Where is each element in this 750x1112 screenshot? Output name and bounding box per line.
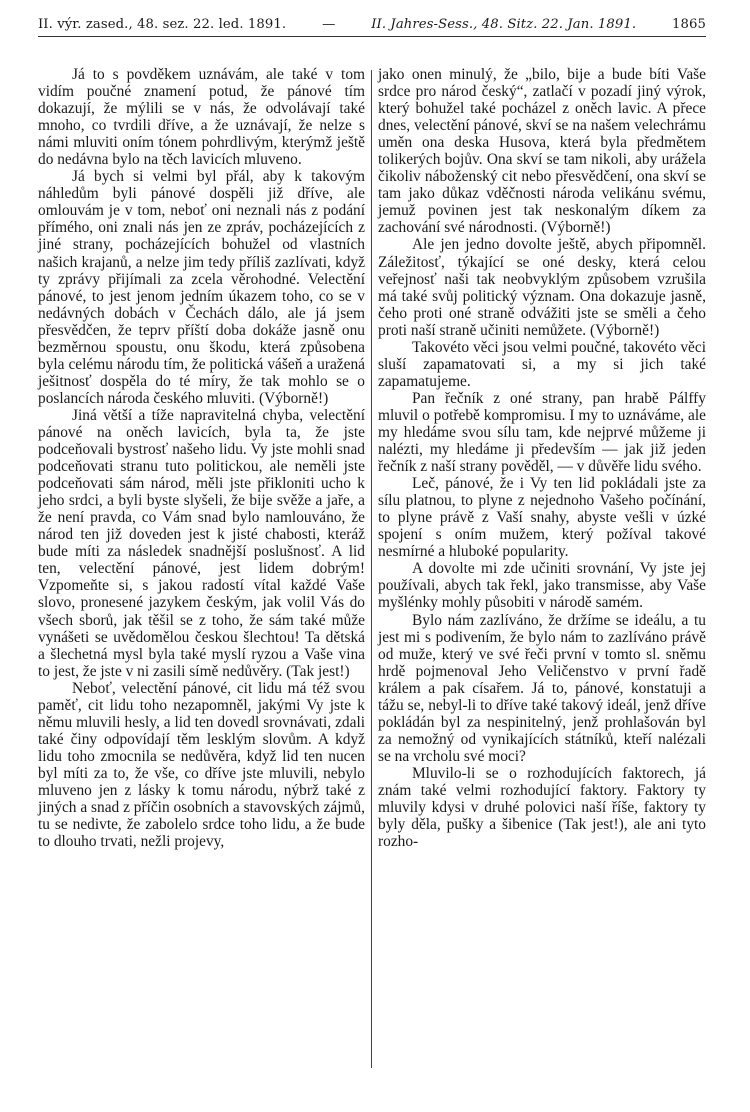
paragraph: Neboť, velectění pánové, cit lidu má též svou paměť, cit lidu toho nezapomněl, jakými Vy jste k němu mluvili hesly, a lid ten dovedl srovnávati, zdali také činy odpovídají těm lesklým slovům. A když lidu toho zmocnila se nedůvěra, když lid ten nucen byl míti za to, že vše, co dříve jste mluvili, nebylo mluveno jen z lásky k tomu národu, nýbrž také z jiných a snad z příčin osobních a stavovských zájmů, tu se nedivte, že zabolelo srdce toho lidu, a že bude to dlouho trvati, nežli projevy, bbox=[38, 679, 365, 851]
page-number: 1865 bbox=[672, 17, 706, 32]
paragraph: Já bych si velmi byl přál, aby k takovým náhledům byli pánové dospěli již dříve, ale omlouvám je v tom, neboť oni neznali nás z podání přímého, oni znali nás jen ze zpráv, pocházejících z jiné strany, pocházejících bohužel od vlastních našich krajanů, a nelze jim tedy příliš zazlívati, když ty zprávy přijímali za zcela věrohodné. Velectění pánové, to jest jenom jedním úkazem toho, co se v nedávných dobách v Čechách dálo, ale já jsem přesvědčen, že teprv příští doba dokáže jasně onu bezměrnou spoustu, onu škodu, která způsobena byla celému národu tím, že politická vášeň a uražená ješitnosť dospěla do té míry, že tak mohlo se o poslancích národa českého mluviti. (Výborně!) bbox=[38, 168, 365, 407]
header-separator: — bbox=[322, 17, 336, 32]
paragraph: Takovéto věci jsou velmi poučné, takovéto věci sluší zapamatovati si, a my si jich také zapamatujeme. bbox=[378, 338, 706, 390]
right-column bbox=[378, 66, 706, 850]
running-header bbox=[38, 16, 706, 37]
paragraph: Pan řečník z oné strany, pan hrabě Pálffy mluvil o potřebě kompromisu. I my to uznáváme, ale my hledáme svou sílu tam, kde nejprvé můžeme ji nalézti, my hledáme ji především — jak již jeden řečník z naší strany pověděl, — v důvěře lidu svého. bbox=[378, 389, 706, 476]
header-czech: II. výr. zased., 48. sez. 22. led. 1891. bbox=[38, 17, 287, 32]
paragraph: Ale jen jedno dovolte ještě, abych připomněl. Záležitosť, týkající se oné desky, která celou veřejnosť naši tak neobvyklým způsobem vzrušila má také svůj politický význam. Ona dokazuje jasně, čeho proti oné straně odvážiti jste se směli a čeho proti naší straně učiniti nemůžete. (Výborně!) bbox=[378, 236, 706, 339]
paragraph: A dovolte mi zde učiniti srovnání, Vy jste jej používali, abych tak řekl, jako transmisse, aby Vaše myšlénky mohly působiti v národě samém. bbox=[378, 560, 706, 612]
paragraph: Leč, pánové, že i Vy ten lid pokládali jste za sílu platnou, to plyne z nejednoho Vašeho počínání, to plyne právě z Vaší snahy, abyste vešli v úzké spojení s oním mužem, který požíval takové nesmírné a hluboké popularity. bbox=[378, 475, 706, 561]
paragraph: Já to s povděkem uznávám, ale také v tom vidím poučné znamení potud, že pánové tím dokazují, že mýlili se v nás, že odvolávají také mnoho, co tvrdili dříve, a že uznávají, že nelze s námi mluviti oním tónem pohrdlivým, kterýmž ještě do nedávna bylo na těch lavicích mluveno. bbox=[38, 66, 365, 169]
paragraph: Mluvilo-li se o rozhodujících faktorech, já znám také velmi rozhodující faktory. Faktory ty mluvily kdysi v druhé polovici naší říše, faktory ty byly děla, pušky a šibenice (Tak jest!), ale ani tyto rozho- bbox=[378, 764, 706, 851]
column-divider bbox=[371, 70, 372, 1068]
left-column bbox=[38, 66, 365, 850]
header-german: II. Jahres-Sess., 48. Sitz. 22. Jan. 1891. bbox=[371, 17, 637, 32]
paragraph: Bylo nám zazlíváno, že držíme se ideálu, a tu jest mi s podivením, že bylo nám to zazlíváno právě od muže, který ve své řeči první v tomto sl. sněmu hrdě pojmenoval Jeho Veličenstvo v první řadě králem a pak císařem. Já to, pánové, konstatuji a tážu se, nebyl-li to dříve také takový ideál, jenž dříve pokládán byl za nespinitelný, jenž prohlašován byl za nemožný od vynikajících státníků, kteří nalézali se na vrcholu své moci? bbox=[378, 611, 706, 765]
paragraph: Jiná větší a tíže napravitelná chyba, velectění pánové na oněch lavicích, byla ta, že jste podceňovali bystrosť našeho lidu. Vy jste mohli snad podceňovati stranu tuto politickou, ale neměli jste podceňovati sám národ, měli jste přikloniti ucho k jeho srdci, a byli byste slyšeli, že bije svěže a jaře, a že není pravda, co Vám snad bylo namlouváno, že národ ten již doveden jest k jisté chabosti, kteráž bude míti za následek snadnější poslušnosť. A lid ten, velectění pánové, jest lidem dobrým! Vzpomeňte si, s jakou radostí vítal každé Vaše slovo, pronesené jazykem českým, jak volil Vás do všech sborů, jak těšil se z toho, že sám také může vynášeti se uvědomělou českou šlechtou! Ta dětská a šlechetná mysl byla také myslí ryzou a Vaše vina to jest, že jste v ni zasili símě nedůvěry. (Tak jest!) bbox=[38, 406, 365, 680]
paragraph: jako onen minulý, že „bilo, bije a bude bíti Vaše srdce pro národ český“, zatlačí v pozadí jiný výrok, který bohužel také pocházel z oněch lavic. A přece dnes, velectění pánové, skví se na našem velechrámu uměn ona deska Husova, která byla předmětem tolikerých bojův. Ona skví se tam nikoli, aby urážela čikoliv náboženský cit nebo přesvědčení, ona skví se tam jako důkaz vděčnosti národa velikánu svému, jemuž povinen jest tak neskonalým díkem za zachování své národnosti. (Výborně!) bbox=[378, 66, 706, 237]
